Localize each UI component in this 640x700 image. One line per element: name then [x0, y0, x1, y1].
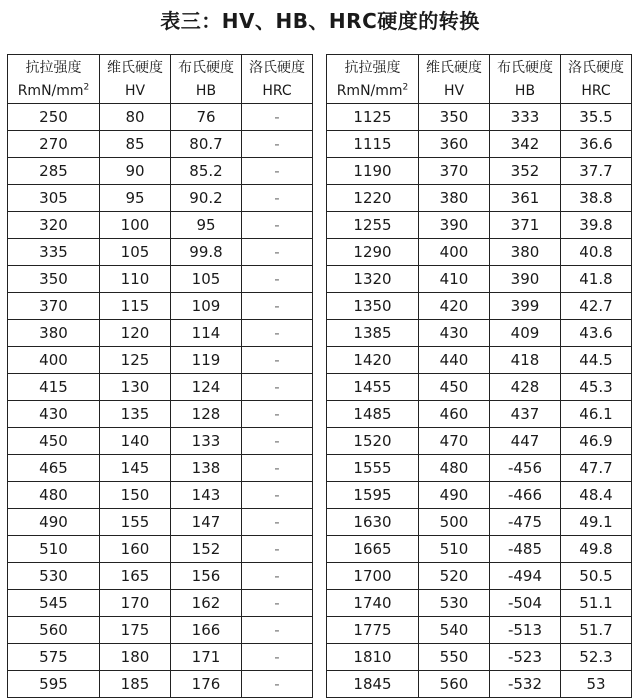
table-row — [8, 482, 313, 509]
cell-hrc: 42.7 — [561, 293, 632, 320]
table-row — [8, 401, 313, 428]
cell-hrc: - — [242, 131, 313, 158]
cell-hv: 130 — [100, 374, 171, 401]
cell-hv: 90 — [100, 158, 171, 185]
cell-hv: 430 — [419, 320, 490, 347]
table-row — [327, 536, 632, 563]
header-hv: HV — [419, 79, 490, 104]
cell-hb: 114 — [171, 320, 242, 347]
cell-hv: 135 — [100, 401, 171, 428]
cell-tensile: 305 — [8, 185, 100, 212]
cell-hv: 550 — [419, 644, 490, 671]
cell-hb: 166 — [171, 617, 242, 644]
cell-hb: 152 — [171, 536, 242, 563]
table-row — [8, 320, 313, 347]
cell-hrc: 35.5 — [561, 104, 632, 131]
cell-hv: 120 — [100, 320, 171, 347]
cell-hb: 390 — [490, 266, 561, 293]
cell-hv: 530 — [419, 590, 490, 617]
cell-hv: 115 — [100, 293, 171, 320]
cell-tensile: 1555 — [327, 455, 419, 482]
cell-hrc: - — [242, 374, 313, 401]
cell-hv: 420 — [419, 293, 490, 320]
cell-hrc: 40.8 — [561, 239, 632, 266]
cell-tensile: 1190 — [327, 158, 419, 185]
cell-hrc: - — [242, 239, 313, 266]
table-row — [327, 509, 632, 536]
table-row — [327, 590, 632, 617]
cell-hrc: - — [242, 293, 313, 320]
cell-hv: 125 — [100, 347, 171, 374]
cell-hb: 76 — [171, 104, 242, 131]
cell-hrc: 49.8 — [561, 536, 632, 563]
cell-tensile: 1350 — [327, 293, 419, 320]
header-hb: HB — [490, 79, 561, 104]
header-hrc: HRC — [242, 79, 313, 104]
cell-tensile: 450 — [8, 428, 100, 455]
cell-hb: 428 — [490, 374, 561, 401]
cell-hv: 560 — [419, 671, 490, 698]
cell-hv: 110 — [100, 266, 171, 293]
table-row — [8, 212, 313, 239]
cell-tensile: 370 — [8, 293, 100, 320]
cell-hv: 140 — [100, 428, 171, 455]
cell-hrc: 51.7 — [561, 617, 632, 644]
cell-hv: 410 — [419, 266, 490, 293]
table-row — [327, 266, 632, 293]
cell-tensile: 1485 — [327, 401, 419, 428]
cell-hrc: - — [242, 617, 313, 644]
cell-hv: 145 — [100, 455, 171, 482]
cell-hv: 165 — [100, 563, 171, 590]
cell-tensile: 1125 — [327, 104, 419, 131]
cell-hv: 170 — [100, 590, 171, 617]
cell-tensile: 1595 — [327, 482, 419, 509]
table-row — [327, 131, 632, 158]
cell-hb: -513 — [490, 617, 561, 644]
cell-hrc: - — [242, 671, 313, 698]
cell-hb: 147 — [171, 509, 242, 536]
table-row — [8, 347, 313, 374]
cell-hrc: - — [242, 266, 313, 293]
cell-hb: 447 — [490, 428, 561, 455]
cell-tensile: 400 — [8, 347, 100, 374]
cell-hrc: - — [242, 401, 313, 428]
cell-hv: 520 — [419, 563, 490, 590]
cell-hrc: 39.8 — [561, 212, 632, 239]
cell-tensile: 595 — [8, 671, 100, 698]
cell-hb: 352 — [490, 158, 561, 185]
cell-hb: 162 — [171, 590, 242, 617]
cell-hb: 156 — [171, 563, 242, 590]
cell-tensile: 415 — [8, 374, 100, 401]
table-row — [327, 617, 632, 644]
cell-hb: 418 — [490, 347, 561, 374]
cell-hv: 160 — [100, 536, 171, 563]
table-body-left — [8, 104, 313, 698]
cell-hv: 480 — [419, 455, 490, 482]
cell-tensile: 545 — [8, 590, 100, 617]
cell-hb: -504 — [490, 590, 561, 617]
table-row — [8, 644, 313, 671]
header-unit: RmN/$mm^2$ — [327, 79, 419, 104]
cell-hv: 370 — [419, 158, 490, 185]
cell-hv: 450 — [419, 374, 490, 401]
cell-hb: -532 — [490, 671, 561, 698]
cell-tensile: 1255 — [327, 212, 419, 239]
cell-tensile: 250 — [8, 104, 100, 131]
cell-hrc: - — [242, 563, 313, 590]
header-brinell: 布氏硬度 — [490, 55, 561, 80]
cell-hb: 176 — [171, 671, 242, 698]
table-row — [327, 455, 632, 482]
cell-hv: 155 — [100, 509, 171, 536]
table-row — [8, 374, 313, 401]
header-hb: HB — [171, 79, 242, 104]
cell-hb: 128 — [171, 401, 242, 428]
table-row — [8, 509, 313, 536]
cell-hrc: 43.6 — [561, 320, 632, 347]
cell-hb: 342 — [490, 131, 561, 158]
table-row — [327, 239, 632, 266]
cell-hb: 333 — [490, 104, 561, 131]
cell-tensile: 1520 — [327, 428, 419, 455]
table-row — [327, 671, 632, 698]
cell-hv: 380 — [419, 185, 490, 212]
cell-hrc: - — [242, 158, 313, 185]
cell-hrc: 46.1 — [561, 401, 632, 428]
cell-hrc: - — [242, 104, 313, 131]
table-row — [327, 482, 632, 509]
cell-hb: 399 — [490, 293, 561, 320]
cell-hb: 138 — [171, 455, 242, 482]
table-row — [8, 590, 313, 617]
cell-hrc: - — [242, 536, 313, 563]
cell-hb: -456 — [490, 455, 561, 482]
cell-hrc: 52.3 — [561, 644, 632, 671]
cell-hv: 105 — [100, 239, 171, 266]
cell-tensile: 430 — [8, 401, 100, 428]
cell-hv: 540 — [419, 617, 490, 644]
cell-hrc: 36.6 — [561, 131, 632, 158]
table-row — [327, 563, 632, 590]
cell-hrc: 53 — [561, 671, 632, 698]
cell-hrc: - — [242, 347, 313, 374]
cell-hb: 409 — [490, 320, 561, 347]
cell-hv: 400 — [419, 239, 490, 266]
cell-tensile: 560 — [8, 617, 100, 644]
table-row — [8, 266, 313, 293]
table-row — [8, 617, 313, 644]
cell-hb: 171 — [171, 644, 242, 671]
cell-hv: 350 — [419, 104, 490, 131]
cell-tensile: 1290 — [327, 239, 419, 266]
cell-tensile: 575 — [8, 644, 100, 671]
cell-hrc: - — [242, 320, 313, 347]
cell-hb: -494 — [490, 563, 561, 590]
cell-tensile: 1220 — [327, 185, 419, 212]
cell-hb: 380 — [490, 239, 561, 266]
cell-hv: 510 — [419, 536, 490, 563]
cell-tensile: 1115 — [327, 131, 419, 158]
cell-hrc: - — [242, 428, 313, 455]
header-brinell: 布氏硬度 — [171, 55, 242, 80]
table-body-right — [327, 104, 632, 698]
cell-hv: 150 — [100, 482, 171, 509]
table-row — [8, 536, 313, 563]
cell-hb: -485 — [490, 536, 561, 563]
page-title: 表三：HV、HB、HRC硬度的转换 — [160, 9, 480, 33]
cell-hrc: - — [242, 212, 313, 239]
cell-hb: 90.2 — [171, 185, 242, 212]
cell-hb: 361 — [490, 185, 561, 212]
table-row — [8, 158, 313, 185]
header-rockwell: 洛氏硬度 — [561, 55, 632, 80]
table-row — [8, 428, 313, 455]
header-unit: RmN/$mm^2$ — [8, 79, 100, 104]
cell-hb: 80.7 — [171, 131, 242, 158]
cell-hrc: - — [242, 185, 313, 212]
cell-hv: 180 — [100, 644, 171, 671]
table-row — [327, 401, 632, 428]
cell-hv: 500 — [419, 509, 490, 536]
header-vickers: 维氏硬度 — [100, 55, 171, 80]
cell-tensile: 1630 — [327, 509, 419, 536]
cell-hv: 460 — [419, 401, 490, 428]
cell-hv: 360 — [419, 131, 490, 158]
cell-tensile: 1665 — [327, 536, 419, 563]
cell-hb: 85.2 — [171, 158, 242, 185]
header-rockwell: 洛氏硬度 — [242, 55, 313, 80]
header-tensile-strength: 抗拉强度 — [8, 55, 100, 80]
hardness-table-left — [7, 54, 313, 698]
header-hrc: HRC — [561, 79, 632, 104]
cell-hv: 95 — [100, 185, 171, 212]
table-row — [8, 455, 313, 482]
cell-hb: 133 — [171, 428, 242, 455]
cell-hb: 109 — [171, 293, 242, 320]
cell-tensile: 350 — [8, 266, 100, 293]
cell-tensile: 530 — [8, 563, 100, 590]
table-row — [327, 293, 632, 320]
cell-tensile: 1700 — [327, 563, 419, 590]
cell-hrc: 44.5 — [561, 347, 632, 374]
cell-hrc: 41.8 — [561, 266, 632, 293]
cell-hrc: 37.7 — [561, 158, 632, 185]
table-row — [327, 185, 632, 212]
cell-hb: -523 — [490, 644, 561, 671]
table-row — [8, 131, 313, 158]
cell-tensile: 465 — [8, 455, 100, 482]
table-row — [327, 347, 632, 374]
cell-tensile: 320 — [8, 212, 100, 239]
cell-hrc: 45.3 — [561, 374, 632, 401]
cell-tensile: 1320 — [327, 266, 419, 293]
table-row — [8, 239, 313, 266]
cell-tensile: 510 — [8, 536, 100, 563]
cell-hrc: - — [242, 644, 313, 671]
cell-hrc: 48.4 — [561, 482, 632, 509]
cell-tensile: 1845 — [327, 671, 419, 698]
cell-hv: 470 — [419, 428, 490, 455]
table-row — [327, 104, 632, 131]
cell-hrc: - — [242, 455, 313, 482]
table-row — [8, 104, 313, 131]
cell-hb: 99.8 — [171, 239, 242, 266]
cell-hv: 100 — [100, 212, 171, 239]
table-row — [327, 428, 632, 455]
header-tensile-strength: 抗拉强度 — [327, 55, 419, 80]
cell-hb: 124 — [171, 374, 242, 401]
table-row — [327, 212, 632, 239]
cell-tensile: 480 — [8, 482, 100, 509]
table-row — [8, 293, 313, 320]
cell-hb: 95 — [171, 212, 242, 239]
cell-tensile: 1455 — [327, 374, 419, 401]
cell-hv: 80 — [100, 104, 171, 131]
cell-hrc: 51.1 — [561, 590, 632, 617]
cell-tensile: 490 — [8, 509, 100, 536]
table-row — [8, 563, 313, 590]
hardness-table-right — [326, 54, 632, 698]
cell-hb: 437 — [490, 401, 561, 428]
cell-tensile: 1810 — [327, 644, 419, 671]
cell-hrc: 50.5 — [561, 563, 632, 590]
cell-hrc: 49.1 — [561, 509, 632, 536]
cell-hrc: 47.7 — [561, 455, 632, 482]
cell-hrc: - — [242, 482, 313, 509]
table-row — [327, 374, 632, 401]
cell-hrc: - — [242, 590, 313, 617]
header-hv: HV — [100, 79, 171, 104]
cell-hb: 143 — [171, 482, 242, 509]
cell-hb: -475 — [490, 509, 561, 536]
cell-tensile: 1740 — [327, 590, 419, 617]
cell-hv: 85 — [100, 131, 171, 158]
cell-hv: 440 — [419, 347, 490, 374]
cell-hv: 185 — [100, 671, 171, 698]
cell-hrc: 46.9 — [561, 428, 632, 455]
cell-tensile: 1775 — [327, 617, 419, 644]
cell-hrc: - — [242, 509, 313, 536]
cell-hb: 105 — [171, 266, 242, 293]
cell-hrc: 38.8 — [561, 185, 632, 212]
cell-tensile: 335 — [8, 239, 100, 266]
cell-hb: -466 — [490, 482, 561, 509]
table-row — [327, 158, 632, 185]
cell-tensile: 380 — [8, 320, 100, 347]
table-row — [8, 185, 313, 212]
cell-tensile: 1385 — [327, 320, 419, 347]
table-row — [327, 644, 632, 671]
cell-hv: 490 — [419, 482, 490, 509]
header-vickers: 维氏硬度 — [419, 55, 490, 80]
cell-tensile: 1420 — [327, 347, 419, 374]
cell-hv: 390 — [419, 212, 490, 239]
cell-tensile: 285 — [8, 158, 100, 185]
cell-hb: 371 — [490, 212, 561, 239]
cell-hv: 175 — [100, 617, 171, 644]
cell-tensile: 270 — [8, 131, 100, 158]
table-row — [327, 320, 632, 347]
cell-hb: 119 — [171, 347, 242, 374]
table-row — [8, 671, 313, 698]
